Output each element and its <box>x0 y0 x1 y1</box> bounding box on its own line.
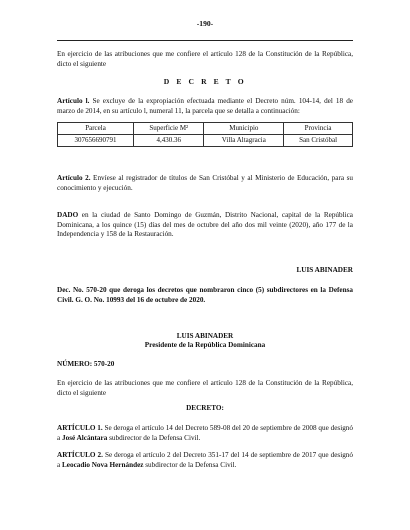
table-row <box>58 135 353 147</box>
article-2-label: Artículo 2. <box>57 174 91 182</box>
dado-paragraph <box>57 211 353 240</box>
dado-label: DADO <box>57 211 79 219</box>
articulo-2-label: ARTÍCULO 2. <box>57 451 103 459</box>
header-rule <box>57 40 353 41</box>
article-1-text: Se excluye de la expropiación efectuada mediante el Decreto núm. 104-14, del 18 de marzo de 2014, en su artículo l, numeral 11, la parcela que se detalla a continuación: <box>57 97 353 115</box>
decree-number: NÚMERO: 570-20 <box>57 360 115 368</box>
table-cell: Villa Altagracia <box>204 135 284 147</box>
articulo-1-name: José Alcántara <box>62 433 108 442</box>
table-header-cell: Parcela <box>58 123 134 135</box>
article-1-label: Artículo l. <box>57 97 90 105</box>
articulo-2-text: Se deroga el artículo 2 del Decreto 351-17 del 14 de septiembre de 2017 que designó a <box>57 451 353 469</box>
articulo-2-text-end: subdirector de la Defensa Civil. <box>143 460 237 469</box>
articulo-1-text: Se deroga el artículo 14 del Decreto 589-08 del 20 de septiembre de 2008 que designó a <box>57 424 353 442</box>
articulo-2-name: Leocadio Nova Hernández <box>62 460 144 469</box>
article-2-text: Envíese al registrador de títulos de San Cristóbal y al Ministerio de Educación, para su conocimiento y ejecución. <box>57 174 353 192</box>
articulo-1-label: ARTÍCULO 1. <box>57 424 103 432</box>
decreto-heading: D E C R E T O <box>163 77 247 86</box>
article-2-paragraph <box>57 174 353 193</box>
articulo-2-paragraph <box>57 451 353 470</box>
signature: LUIS ABINADER <box>296 266 353 274</box>
parcel-table <box>57 122 353 147</box>
table-cell: 307656690791 <box>58 135 134 147</box>
president-title: Presidente de la República Dominicana <box>144 341 266 349</box>
president-name: LUIS ABINADER <box>176 332 234 340</box>
articulo-1-paragraph <box>57 424 353 443</box>
page-number: -190- <box>196 19 214 28</box>
dado-text: en la ciudad de Santo Domingo de Guzmán, Distrito Nacional, capital de la República Dominicana, a los quince (15) días del mes de octubre del año dos mil veinte (2020), año 177 de la Independencia y 158 de la Restauración. <box>57 211 353 239</box>
articulo-1-text-end: subdirector de la Defensa Civil. <box>107 433 201 442</box>
table-cell: San Cristóbal <box>284 135 353 147</box>
intro-paragraph-2: En ejercicio de las atribuciones que me confiere el artículo 128 de la Constitución de la República, dicto el siguiente <box>57 379 353 397</box>
article-1-paragraph <box>57 97 353 116</box>
table-cell: 4,430.36 <box>134 135 204 147</box>
table-header-cell: Superficie M² <box>134 123 204 135</box>
decreto-heading-2: DECRETO: <box>186 404 224 412</box>
decree-summary: Dec. No. 570-20 que deroga los decretos que nombraron cinco (5) subdirectores en la Defensa Civil. G. O. No. 10993 del 16 de octubre de 2020. <box>57 286 353 304</box>
table-header-cell: Provincia <box>284 123 353 135</box>
intro-paragraph: En ejercicio de las atribuciones que me confiere el artículo 128 de la Constitución de la República, dicto el siguiente <box>57 50 353 68</box>
table-header-row <box>58 123 353 135</box>
table-header-cell: Municipio <box>204 123 284 135</box>
